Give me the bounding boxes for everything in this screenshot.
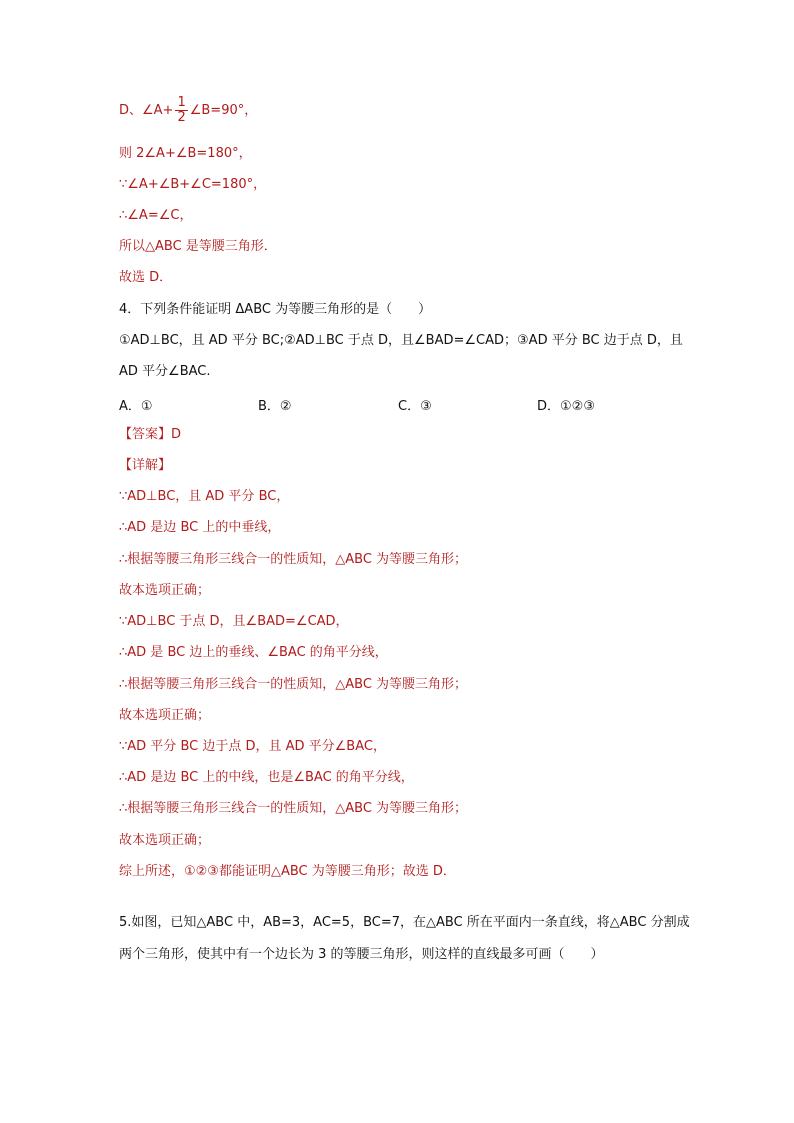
q5-line-1: 5.如图，已知△ABC 中，AB=3，AC=5，BC=7，在△ABC 所在平面内一条直线，将△ABC 分割成 xyxy=(119,915,690,930)
explain-line: ∵AD⊥BC 于点 D，且∠BAD=∠CAD， xyxy=(119,614,349,629)
prev-line-d xyxy=(119,96,257,125)
explain-line: ∴根据等腰三角形三线合一的性质知，△ABC 为等腰三角形； xyxy=(119,801,468,816)
q4-conditions-line-1: ①AD⊥BC，且 AD 平分 BC;②AD⊥BC 于点 D，且∠BAD=∠CAD；③AD 平分 BC 边于点 D，且 xyxy=(119,333,683,348)
answer-line: 【答案】D xyxy=(119,427,182,442)
fraction-numerator: 1 xyxy=(177,95,186,110)
prev-line-6: 故选 D． xyxy=(119,270,173,285)
explain-line: ∵AD 平分 BC 边于点 D，且 AD 平分∠BAC， xyxy=(119,739,386,754)
fraction-one-half xyxy=(175,96,187,125)
explain-line: ∴根据等腰三角形三线合一的性质知，△ABC 为等腰三角形； xyxy=(119,552,468,567)
option-a: A．① xyxy=(119,399,153,414)
q5-line-2: 两个三角形，使其中有一个边长为 3 的等腰三角形，则这样的直线最多可画（ ） xyxy=(119,947,604,962)
prev-line-4: ∴∠A=∠C， xyxy=(119,208,193,223)
explain-line: 故本选项正确； xyxy=(119,708,211,723)
explain-line: ∴AD 是边 BC 上的中线，也是∠BAC 的角平分线， xyxy=(119,770,414,785)
prev-d-suffix: ∠B=90°， xyxy=(189,103,258,118)
prev-line-3: ∵∠A+∠B+∠C=180°， xyxy=(119,177,267,192)
prev-d-prefix: D、∠A+ xyxy=(119,103,174,118)
explain-line: 故本选项正确； xyxy=(119,583,211,598)
explain-line: ∴AD 是边 BC 上的中垂线， xyxy=(119,520,281,535)
explain-summary: 综上所述，①②③都能证明△ABC 为等腰三角形；故选 D． xyxy=(119,864,456,879)
option-b: B．② xyxy=(258,399,292,414)
explain-line: 故本选项正确； xyxy=(119,833,211,848)
option-c: C．③ xyxy=(398,399,432,414)
detail-title: 【详解】 xyxy=(119,458,172,473)
option-d: D．①②③ xyxy=(537,399,595,414)
explain-line: ∴根据等腰三角形三线合一的性质知，△ABC 为等腰三角形； xyxy=(119,677,468,692)
fraction-denominator: 2 xyxy=(177,110,186,125)
q4-conditions-line-2: AD 平分∠BAC. xyxy=(119,364,211,379)
q4-stem: 4．下列条件能证明 ΔABC 为等腰三角形的是（ ） xyxy=(119,302,432,317)
explain-line: ∵AD⊥BC，且 AD 平分 BC， xyxy=(119,489,290,504)
prev-line-5: 所以△ABC 是等腰三角形． xyxy=(119,239,277,254)
prev-line-2: 则 2∠A+∠B=180°， xyxy=(119,146,252,161)
explain-line: ∴AD 是 BC 边上的垂线、∠BAC 的角平分线， xyxy=(119,645,388,660)
